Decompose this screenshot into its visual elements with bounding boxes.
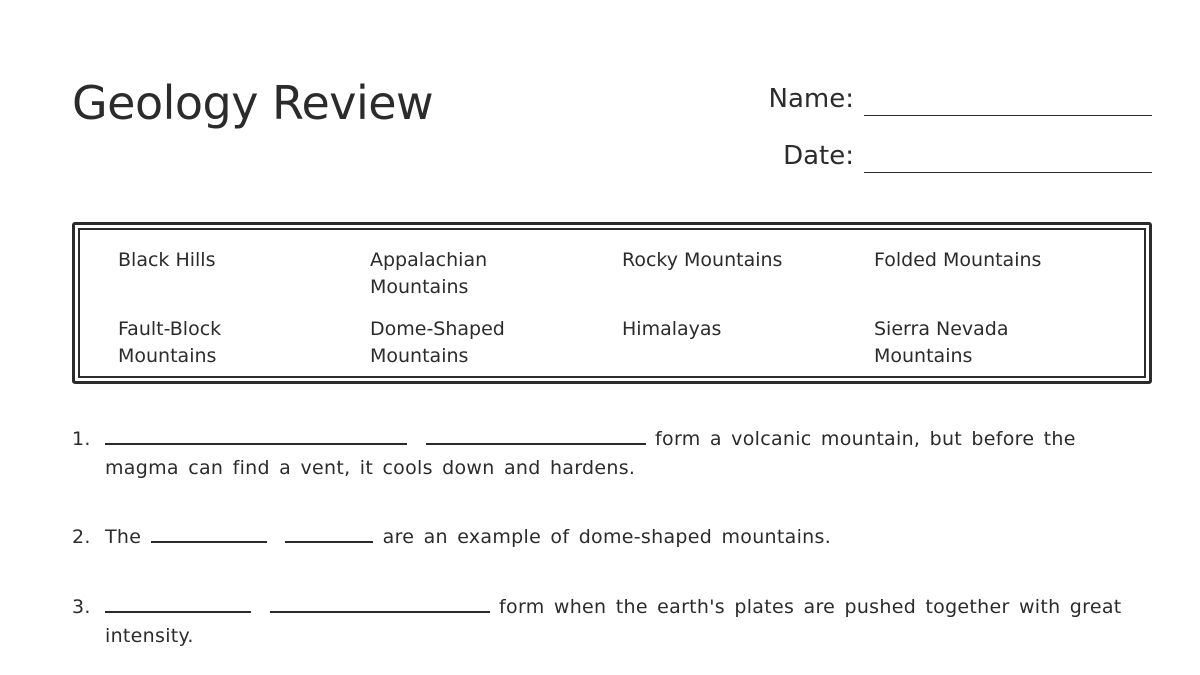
question-number: 2. (72, 526, 91, 548)
name-input-line[interactable] (864, 115, 1152, 116)
answer-blank[interactable] (426, 425, 646, 445)
answer-blank[interactable] (270, 593, 490, 613)
question-after-text: form a volcanic mountain, but before the magma can find a vent, it cools down and hardens. (105, 428, 1076, 479)
answer-blank[interactable] (105, 425, 407, 445)
word-bank-item: Folded Mountains (874, 249, 1042, 271)
question-text (105, 523, 1132, 552)
question-text (105, 593, 1132, 651)
name-field (700, 76, 1152, 116)
answer-blank[interactable] (105, 593, 251, 613)
date-label: Date: (783, 141, 854, 171)
page-title: Geology Review (72, 76, 434, 130)
question-after-text: form when the earth's plates are pushed together with great intensity. (105, 596, 1122, 647)
question-before-text: The (105, 526, 142, 548)
question-3 (72, 593, 1132, 651)
word-bank-item: Sierra Nevada Mountains (874, 318, 1009, 367)
word-bank-item: Fault-Block Mountains (118, 318, 222, 367)
word-bank (72, 222, 1152, 384)
question-number: 3. (72, 596, 91, 618)
answer-blank[interactable] (151, 523, 267, 543)
name-label: Name: (768, 84, 854, 114)
word-bank-item: Appalachian Mountains (370, 249, 488, 298)
word-bank-inner-border (78, 228, 1146, 378)
word-bank-item: Dome-Shaped Mountains (370, 318, 505, 367)
word-bank-item: Rocky Mountains (622, 249, 783, 271)
question-1 (72, 425, 1132, 483)
question-2 (72, 523, 1132, 552)
word-bank-grid (118, 247, 1126, 385)
question-number: 1. (72, 428, 91, 450)
date-input-line[interactable] (864, 172, 1152, 173)
date-field (700, 133, 1152, 173)
answer-blank[interactable] (285, 523, 373, 543)
word-bank-item: Black Hills (118, 249, 216, 271)
question-after-text: are an example of dome-shaped mountains. (382, 526, 832, 548)
question-text (105, 425, 1132, 483)
word-bank-item: Himalayas (622, 318, 722, 340)
